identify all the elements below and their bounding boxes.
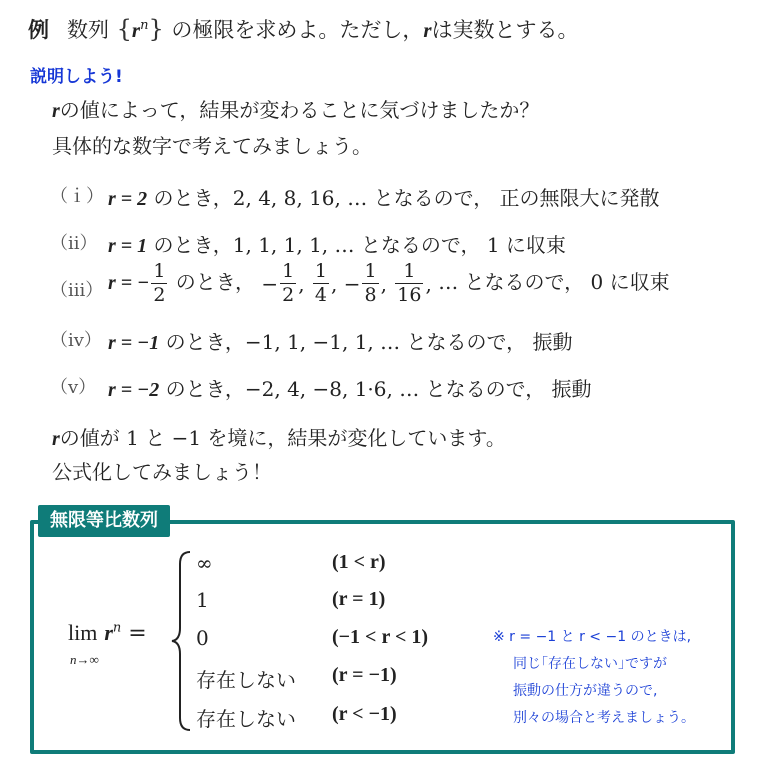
limit-expression [68, 620, 147, 646]
seq-term-2: $\frac{1}{4}$ , [314, 260, 338, 306]
frac-den: 2 [153, 284, 166, 306]
case-condition: r = −2 [108, 379, 160, 401]
case-condition: (r = −1) [332, 664, 397, 686]
lim-subscript: n→∞ [70, 652, 99, 667]
note-line: ※ r = −1 と r < −1 のときは, [493, 629, 692, 645]
intro-line-1 [52, 94, 539, 123]
frac-num: 1 [282, 260, 295, 282]
note-line: 同じ｢存在しない｣ですが [513, 656, 667, 672]
sign: − [343, 271, 361, 296]
case-label: （ⅴ） [50, 377, 97, 398]
case-label: （ｉ） [50, 186, 104, 207]
var-r: r [423, 18, 432, 42]
case-condition: (1 < r) [332, 551, 386, 573]
case-mid: のとき， [147, 233, 233, 257]
sign: − [261, 271, 279, 296]
lim-operator: lim [68, 620, 98, 645]
summary-var: r [52, 428, 60, 450]
summary-line-2: 公式化してみましょう！ [52, 460, 272, 484]
case-label: （ⅳ） [50, 330, 102, 351]
fraction [313, 262, 329, 305]
case-condition: r = − [108, 272, 150, 294]
seq-term-4: $\frac{1}{16}$ , [397, 260, 432, 306]
case-value: 存在しない [196, 668, 296, 692]
intro-text-1: の値によって，結果が変わることに気づけましたか？ [59, 98, 540, 122]
problem-text-1: 数列 [67, 18, 109, 42]
case-condition: (r < −1) [332, 703, 397, 725]
problem-text-2: の極限を求めよ。ただし， [171, 18, 424, 42]
case-5 [0, 373, 775, 403]
note [493, 624, 733, 732]
frac-num: 1 [153, 260, 166, 282]
frac-num: 1 [364, 260, 377, 282]
case-sequence: 1, 1, 1, 1, … [232, 233, 355, 257]
fraction [280, 262, 296, 305]
lim-var: r [104, 620, 113, 645]
equals-sign: = [121, 621, 147, 646]
brace-close: } [148, 15, 172, 43]
case-value: ∞ [196, 551, 213, 575]
frac-den: 2 [282, 284, 295, 306]
seq-term-1: − $\frac{1}{2}$ , [261, 260, 305, 306]
frac-den: 16 [397, 284, 422, 306]
case-body [108, 326, 572, 355]
example-problem [28, 14, 579, 44]
case-condition: r = 1 [108, 235, 148, 257]
frac-num: 1 [314, 260, 327, 282]
case-sequence: 2, 4, 8, 16, … [232, 186, 368, 210]
case-condition: r = 2 [108, 188, 148, 210]
seq-term-3: − $\frac{1}{8}$ , [343, 260, 387, 306]
case-result: となるので， 正の無限大に発散 [367, 186, 660, 210]
case-result: となるので， 振動 [419, 377, 592, 401]
case-label: （ⅲ） [50, 280, 104, 301]
frac-den: 8 [364, 284, 377, 306]
case-condition: (r = 1) [332, 588, 386, 610]
case-sequence: −1, 1, −1, 1, … [244, 330, 401, 354]
brace-open: { [109, 15, 132, 43]
summary-text-1: の値が 1 と −1 を境に，結果が変化しています。 [59, 426, 506, 450]
case-4 [0, 326, 775, 356]
case-1 [0, 182, 775, 212]
case-result: となるので， 振動 [400, 330, 573, 354]
note-line: 振動の仕方が違うので, [513, 683, 658, 699]
case-value: 存在しない [196, 707, 296, 731]
case-result: となるので， 1 に収束 [354, 233, 566, 257]
sequence-exponent: n [140, 18, 149, 33]
intro-line-2: 具体的な数字で考えてみましょう。 [52, 134, 372, 158]
case-body [108, 262, 670, 305]
case-condition: (−1 < r < 1) [332, 626, 429, 648]
frac-num: 1 [403, 260, 416, 282]
case-2 [0, 229, 775, 259]
fraction [395, 262, 423, 305]
case-body [108, 373, 592, 402]
case-mid: のとき， [159, 377, 245, 401]
case-body [108, 182, 660, 211]
case-value: 0 [196, 626, 209, 650]
explain-heading: 説明しよう! [30, 67, 123, 87]
summary-line-1 [52, 422, 506, 451]
note-line: 別々の場合と考えましょう。 [513, 710, 695, 726]
case-3 [0, 262, 775, 314]
frac-den: 4 [314, 284, 327, 306]
problem-text-3: は実数とする。 [431, 18, 579, 42]
fraction [362, 262, 378, 305]
fraction [151, 262, 167, 305]
case-mid: のとき， [147, 186, 233, 210]
case-result: … となるので， 0 に収束 [431, 270, 670, 294]
case-mid: のとき， [159, 330, 245, 354]
example-label: 例 [28, 18, 49, 42]
case-body [108, 229, 566, 258]
cases-brace [170, 550, 194, 732]
intro-var: r [52, 100, 60, 122]
sequence-var: r [131, 18, 141, 42]
formula-box-title: 無限等比数列 [38, 505, 170, 537]
case-mid: のとき， [169, 270, 255, 294]
case-condition: r = −1 [108, 332, 160, 354]
case-label: （ⅱ） [50, 233, 98, 254]
case-sequence: −2, 4, −8, 1·6, … [244, 377, 420, 401]
case-value: 1 [196, 588, 209, 612]
lim-exponent: n [112, 620, 122, 636]
